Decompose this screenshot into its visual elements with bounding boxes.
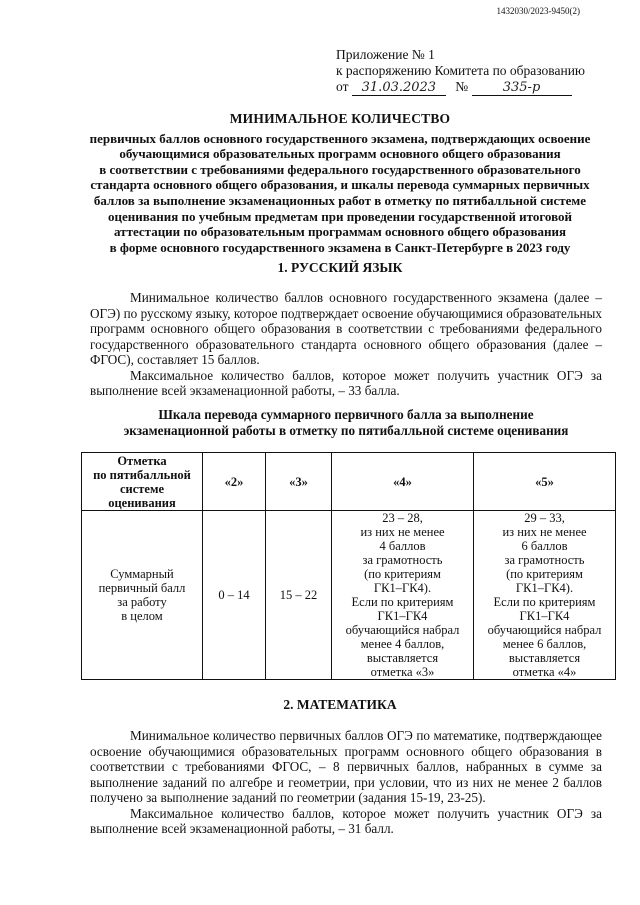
row-label-line: Суммарный — [110, 567, 174, 581]
header-label-line: по пятибалльной — [93, 467, 191, 482]
title-line: в форме основного государственного экзамена в Санкт-Петербурге в 2023 году — [109, 239, 571, 255]
criteria-line: обучающийся набрал — [487, 623, 602, 637]
annex-block — [336, 47, 596, 96]
title-line: первичных баллов основного государственного экзамена, подтверждающих освоение — [89, 130, 591, 146]
criteria-line: отметка «3» — [370, 665, 435, 679]
section-heading-russian: 1. РУССКИЙ ЯЗЫК — [277, 260, 403, 275]
criteria-line: ГК1–ГК4). — [373, 581, 432, 595]
section1-paragraph-1: Минимальное количество баллов основного государственного экзамена (далее – ОГЭ) по русскому языку, которое подтверждает освоение обучающимися образовательных программ основного общего образования в соответствии с требованиями федерального государственного образовательного стандарта основного общего образования (далее – ФГОС), составляет 15 баллов. — [90, 290, 602, 367]
number-prefix: № — [455, 79, 469, 94]
row-label-cell — [82, 511, 203, 680]
header-cell-grade-2: «2» — [203, 453, 266, 511]
grade-5-criteria — [474, 511, 616, 680]
criteria-line: выставляется — [366, 651, 439, 665]
criteria-line: из них не менее — [502, 525, 587, 539]
annex-date-line — [336, 79, 596, 96]
table-caption — [90, 407, 602, 438]
criteria-line: Если по критериям — [351, 595, 454, 609]
criteria-line: 4 баллов — [379, 539, 426, 553]
title-line: оценивания по учебным предметам при проведении государственной итоговой — [107, 208, 573, 224]
caption-line-1: Шкала перевода суммарного первичного балла за выполнение — [158, 407, 534, 422]
header-label-line: Отметка — [117, 453, 167, 468]
annex-line2: к распоряжению Комитета по образованию — [336, 63, 586, 78]
criteria-line: (по критериям — [506, 567, 583, 581]
criteria-line: ГК1–ГК4). — [515, 581, 574, 595]
document-title — [60, 111, 620, 255]
criteria-line: ГК1–ГК4 — [519, 609, 570, 623]
title-line: аттестации по образовательным программам основного общего образования — [114, 224, 566, 240]
header-cell-grade-4: «4» — [332, 453, 474, 511]
row-label-line: в целом — [121, 609, 163, 623]
title-line: в соответствии с требованиями федерального государственного образовательного — [99, 161, 581, 177]
title-main: МИНИМАЛЬНОЕ КОЛИЧЕСТВО — [229, 111, 451, 126]
criteria-line: отметка «4» — [512, 665, 577, 679]
criteria-line: менее 6 баллов, — [502, 637, 587, 651]
section2-text — [90, 728, 602, 837]
table-header-row — [82, 453, 616, 511]
section2-paragraph-2: Максимальное количество баллов, которое может получить участник ОГЭ за выполнение всей экзаменационной работы, – 31 балл. — [90, 805, 602, 836]
row-label-line: первичный балл — [98, 581, 186, 595]
criteria-line: 29 – 33, — [524, 511, 565, 525]
section-heading-math: 2. МАТЕМАТИКА — [283, 697, 397, 712]
table-row — [82, 511, 616, 680]
grade-3-range: 15 – 22 — [266, 511, 332, 680]
header-cell-grade-3: «3» — [266, 453, 332, 511]
criteria-line: Если по критериям — [493, 595, 596, 609]
criteria-line: выставляется — [508, 651, 581, 665]
criteria-line: обучающийся набрал — [345, 623, 460, 637]
date-prefix: от — [336, 79, 349, 94]
grade-4-criteria — [332, 511, 474, 680]
title-line: баллов за выполнение экзаменационных работ в отметку по пятибалльной системе — [93, 192, 587, 208]
title-line: стандарта основного общего образования, и шкалы перевода суммарных первичных — [90, 177, 590, 193]
grade-2-range: 0 – 14 — [203, 511, 266, 680]
criteria-line: 23 – 28, — [382, 511, 423, 525]
criteria-line: ГК1–ГК4 — [377, 609, 428, 623]
header-cell-grade-5: «5» — [474, 453, 616, 511]
section2-paragraph-1: Минимальное количество первичных баллов ОГЭ по математике, подтверждающее освоение обучающимися образовательных программ основного общего образования в соответствии с требованиями ФГОС, – 8 первичных баллов, набранных в сумме за выполнение заданий по алгебре и геометрии, при условии, что из них не менее 2 баллов получено за выполнение заданий по геометрии (задания 15-19, 23-25). — [90, 728, 602, 805]
row-label-line: за работу — [117, 595, 167, 609]
header-label-line: оценивания — [108, 495, 176, 510]
criteria-line: за грамотность — [504, 553, 585, 567]
section1-text — [90, 290, 602, 399]
annex-line1: Приложение № 1 — [336, 47, 435, 62]
handwritten-number: 335-р — [472, 80, 572, 96]
handwritten-date: 31.03.2023 — [352, 80, 446, 96]
section1-paragraph-2: Максимальное количество баллов, которое может получить участник ОГЭ за выполнение всей экзаменационной работы, – 33 балла. — [90, 367, 602, 398]
grading-scale-table — [81, 452, 616, 680]
criteria-line: из них не менее — [360, 525, 445, 539]
criteria-line: менее 4 баллов, — [360, 637, 445, 651]
criteria-line: 6 баллов — [521, 539, 568, 553]
title-line: обучающимися образовательных программ основного общего образования — [119, 146, 561, 162]
criteria-line: за грамотность — [362, 553, 443, 567]
caption-line-2: экзаменационной работы в отметку по пятибалльной системе оценивания — [123, 422, 569, 438]
header-cell-grade-label — [82, 453, 203, 511]
header-label-line: системе — [119, 481, 165, 496]
criteria-line: (по критериям — [364, 567, 441, 581]
document-id: 1432030/2023-9450(2) — [496, 6, 580, 16]
